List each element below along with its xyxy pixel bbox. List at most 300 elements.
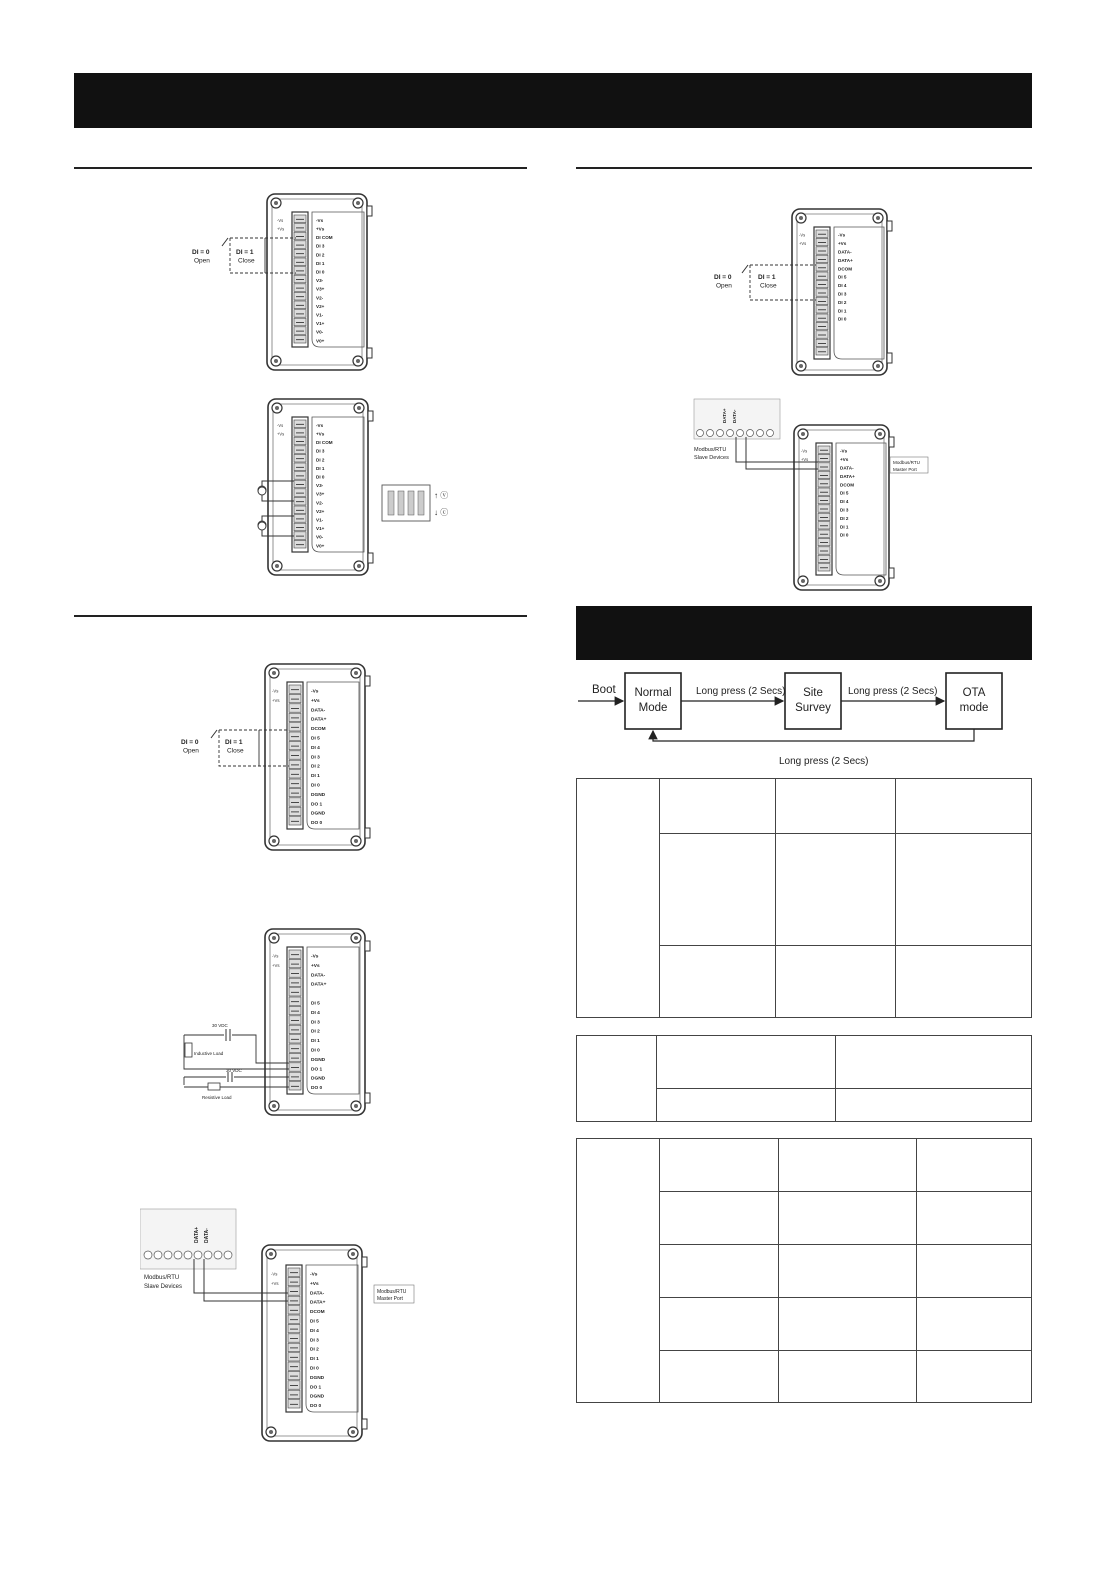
- di-close-sub: Close: [227, 747, 244, 755]
- di-close-label: DI = 1: [758, 274, 776, 281]
- slave-terminal: [224, 1251, 232, 1259]
- terminal-screw: [294, 318, 306, 326]
- terminal-screw: [288, 1353, 300, 1361]
- screw-center: [354, 839, 358, 843]
- terminal-screw: [294, 224, 306, 232]
- power-label: -Vs: [801, 448, 808, 454]
- modbus-slave-label: Modbus/RTU: [694, 447, 727, 453]
- terminal-label: DI 3: [311, 1020, 320, 1026]
- terminal-screw: [289, 997, 301, 1005]
- analog-input-wiring-diagram: [170, 190, 400, 380]
- long-press-label: Long press (2 Secs): [848, 686, 938, 697]
- terminal-label: +Vs: [311, 963, 320, 969]
- modbus-master-label: Master Port: [377, 1296, 403, 1302]
- slave-terminal: [737, 430, 744, 437]
- screw-center: [354, 671, 358, 675]
- terminal-screw: [818, 488, 830, 495]
- terminal-screw: [294, 480, 306, 488]
- voltage-mode-icon: ↑ ⓥ: [434, 491, 449, 500]
- terminal-screw: [289, 1082, 301, 1090]
- bus-data-label: DATA+: [722, 408, 727, 423]
- slave-terminal-strip: [140, 1209, 236, 1269]
- terminal-screw: [289, 741, 301, 749]
- dip-lever: [388, 491, 394, 515]
- terminal-label: DCOM: [840, 482, 855, 488]
- terminal-screw: [289, 959, 301, 967]
- boot-label: Boot: [592, 684, 616, 696]
- bus-data-label: DATA-: [204, 1228, 210, 1243]
- terminal-screw: [294, 284, 306, 292]
- terminal-screw: [818, 530, 830, 537]
- table-cell: [917, 1192, 1032, 1245]
- site-survey-label: Survey: [795, 702, 831, 714]
- terminal-label: DGND: [310, 1394, 325, 1400]
- terminal-label: DI 2: [316, 252, 325, 258]
- terminal-label: -Vs: [311, 954, 319, 960]
- screw-center: [356, 359, 360, 363]
- inductive-load-symbol: [185, 1043, 192, 1057]
- modbus-master-label: Modbus/RTU: [377, 1289, 407, 1295]
- slave-terminal: [174, 1251, 182, 1259]
- terminal-screw: [289, 770, 301, 778]
- slave-terminal: [214, 1251, 222, 1259]
- terminal-label: DATA+: [311, 982, 327, 988]
- table-cell: [657, 1036, 836, 1089]
- terminal-screw: [818, 522, 830, 529]
- terminal-screw: [816, 331, 828, 338]
- terminal-label: DI 5: [311, 1001, 320, 1007]
- di-close-label: DI = 1: [225, 739, 243, 746]
- power-label: -Vs: [272, 953, 279, 959]
- terminal-label: DI 0: [838, 316, 847, 322]
- terminal-label: DI 2: [840, 515, 849, 521]
- terminal-screw: [289, 969, 301, 977]
- terminal-label: DGND: [311, 811, 326, 817]
- table-cell: [660, 946, 776, 1018]
- terminal-screw: [289, 817, 301, 825]
- terminal-label: DATA-: [840, 465, 854, 471]
- terminal-label: V3-: [316, 483, 324, 489]
- terminal-label: V3-: [316, 278, 324, 284]
- terminal-screw: [818, 480, 830, 487]
- screw-center: [272, 839, 276, 843]
- terminal-screw: [818, 538, 830, 545]
- terminal-label: V2+: [316, 303, 325, 309]
- ota-mode-label: mode: [959, 702, 989, 714]
- mode-state-diagram: [576, 665, 1032, 770]
- terminal-label: DI 2: [838, 299, 847, 305]
- table-cell: [917, 1351, 1032, 1403]
- terminal-screw: [288, 1296, 300, 1304]
- terminal-screw: [816, 306, 828, 313]
- terminal-screw: [294, 310, 306, 318]
- terminal-screw: [289, 723, 301, 731]
- terminal-label: V3+: [316, 286, 325, 292]
- terminal-screw: [294, 241, 306, 249]
- terminal-label: DO 1: [311, 802, 323, 808]
- slave-terminal: [767, 430, 774, 437]
- terminal-screw: [818, 505, 830, 512]
- terminal-screw: [294, 275, 306, 283]
- dip-lever: [408, 491, 414, 515]
- terminal-label: V2-: [316, 500, 324, 506]
- table-cell: [917, 1245, 1032, 1298]
- di-open-sub: Open: [183, 747, 199, 755]
- return-arrow: [653, 729, 974, 741]
- di-close-sub: Close: [760, 282, 777, 290]
- terminal-label: DI 0: [840, 532, 849, 538]
- slave-terminal: [144, 1251, 152, 1259]
- table-cell: [660, 1245, 779, 1298]
- terminal-label: -Vs: [316, 217, 324, 223]
- terminal-screw: [288, 1390, 300, 1398]
- terminal-screw: [294, 437, 306, 445]
- voltage-source: [258, 522, 266, 530]
- mount-tab: [368, 411, 373, 421]
- terminal-label: DCOM: [311, 727, 326, 733]
- di-open-label: DI = 0: [181, 739, 199, 746]
- slave-terminal: [194, 1251, 202, 1259]
- terminal-label: DGND: [311, 1076, 326, 1082]
- table-cell: [779, 1298, 917, 1351]
- terminal-label: DI 1: [316, 465, 325, 471]
- terminal-label: V0+: [316, 543, 325, 549]
- terminal-screw: [289, 1072, 301, 1080]
- modbus-slave-label: Modbus/RTU: [144, 1275, 180, 1281]
- mount-tab: [367, 206, 372, 216]
- terminal-screw: [294, 532, 306, 540]
- terminal-label: DCOM: [838, 266, 853, 272]
- dip-lever: [398, 491, 404, 515]
- terminal-label: DATA+: [310, 1300, 326, 1306]
- terminal-label: V0-: [316, 534, 324, 540]
- table-cell: [577, 1139, 660, 1403]
- terminal-label: DCOM: [310, 1310, 325, 1316]
- table-cell: [660, 834, 776, 946]
- modbus-master-label: Master Port: [893, 467, 917, 472]
- terminal-screw: [294, 258, 306, 266]
- terminal-screw: [289, 760, 301, 768]
- terminal-screw: [294, 249, 306, 257]
- resistive-load-symbol: [208, 1083, 220, 1090]
- terminal-label: +Vs: [316, 431, 325, 437]
- slave-terminal: [184, 1251, 192, 1259]
- terminal-screw: [289, 704, 301, 712]
- switch-symbol: [222, 238, 228, 246]
- terminal-label: V1+: [316, 526, 325, 532]
- screw-center: [272, 1104, 276, 1108]
- terminal-label: V0-: [316, 329, 324, 335]
- terminal-label: DI 1: [310, 1357, 319, 1363]
- table-cell: [779, 1139, 917, 1192]
- mount-tab: [368, 553, 373, 563]
- table-cell: [657, 1089, 836, 1122]
- screw-center: [272, 936, 276, 940]
- screw-center: [272, 671, 276, 675]
- terminal-screw: [816, 322, 828, 329]
- mount-tab: [365, 676, 370, 686]
- terminal-label: DI 3: [840, 507, 849, 513]
- power-label: -Vs: [271, 1271, 278, 1277]
- terminal-label: DI 1: [838, 308, 847, 314]
- terminal-screw: [294, 327, 306, 335]
- terminal-screw: [294, 232, 306, 240]
- terminal-label: -Vs: [310, 1272, 318, 1278]
- terminal-label: DI 5: [838, 274, 847, 280]
- terminal-screw: [288, 1277, 300, 1285]
- normal-mode-box: [625, 673, 681, 729]
- terminal-screw: [294, 523, 306, 531]
- bus-data-label: DATA-: [732, 409, 737, 423]
- terminal-screw: [816, 297, 828, 304]
- terminal-screw: [818, 555, 830, 562]
- terminal-screw: [294, 215, 306, 223]
- terminal-screw: [816, 255, 828, 262]
- slave-terminal: [164, 1251, 172, 1259]
- ota-mode-label: OTA: [962, 687, 986, 699]
- modbus-wiring-diagram-left: [140, 1205, 420, 1445]
- terminal-screw: [288, 1371, 300, 1379]
- slave-terminal: [757, 430, 764, 437]
- screw-center: [799, 364, 803, 368]
- terminal-label: DI 1: [840, 524, 849, 530]
- digital-output-load-wiring-diagram: [170, 925, 400, 1120]
- table-cell: [779, 1192, 917, 1245]
- vdc-label: 30 VDC: [212, 1023, 228, 1028]
- terminal-label: DI 0: [316, 269, 325, 275]
- terminal-label: DI 3: [838, 291, 847, 297]
- dip-lever: [418, 491, 424, 515]
- di-open-label: DI = 0: [714, 274, 732, 281]
- terminal-label: DATA+: [311, 717, 327, 723]
- led-table-2: [576, 1035, 1032, 1122]
- terminal-label: DATA+: [838, 257, 853, 263]
- terminal-label: DI 4: [840, 499, 849, 505]
- terminal-screw: [294, 429, 306, 437]
- screw-center: [275, 406, 279, 410]
- long-press-label: Long press (2 Secs): [696, 686, 786, 697]
- di-close-sub: Close: [238, 257, 255, 265]
- power-label: -Vs: [799, 232, 806, 238]
- table-cell: [896, 834, 1032, 946]
- table-cell: [660, 1351, 779, 1403]
- switch-symbol: [211, 730, 217, 738]
- table-cell: [660, 779, 776, 834]
- terminal-screw: [818, 564, 830, 571]
- terminal-label: DI 2: [316, 457, 325, 463]
- terminal-screw: [816, 339, 828, 346]
- di-close-label: DI = 1: [236, 249, 254, 256]
- terminal-screw: [288, 1324, 300, 1332]
- header-banner: [74, 73, 1032, 128]
- terminal-label: DGND: [311, 1057, 326, 1063]
- screw-center: [357, 406, 361, 410]
- screw-center: [878, 432, 882, 436]
- led-section-banner: [576, 606, 1032, 660]
- slave-terminal: [717, 430, 724, 437]
- terminal-screw: [289, 978, 301, 986]
- terminal-screw: [294, 446, 306, 454]
- site-survey-box: [785, 673, 841, 729]
- screw-center: [274, 201, 278, 205]
- di-open-label: DI = 0: [192, 249, 210, 256]
- terminal-screw: [818, 496, 830, 503]
- terminal-label: DI 4: [310, 1328, 319, 1334]
- terminal-screw: [289, 1044, 301, 1052]
- modbus-slave-label: Slave Devices: [144, 1284, 183, 1290]
- screw-center: [354, 936, 358, 940]
- screw-center: [801, 432, 805, 436]
- terminal-label: DI COM: [316, 235, 333, 241]
- power-label: -Vs: [272, 688, 279, 694]
- terminal-label: DI 0: [310, 1366, 319, 1372]
- table-cell: [896, 779, 1032, 834]
- led-table-3: [576, 1138, 1032, 1403]
- table-cell: [660, 1139, 779, 1192]
- terminal-screw: [294, 292, 306, 300]
- digital-io-wiring-diagram: [175, 660, 395, 855]
- resistive-load-label: Resistive Load: [202, 1095, 232, 1100]
- terminal-screw: [289, 798, 301, 806]
- terminal-label: DI 4: [311, 745, 320, 751]
- terminal-label: DI 5: [310, 1319, 319, 1325]
- terminal-label: DO 1: [310, 1385, 322, 1391]
- terminal-screw: [816, 238, 828, 245]
- terminal-label: DI 1: [311, 1039, 320, 1045]
- terminal-screw: [289, 788, 301, 796]
- terminal-label: V1-: [316, 517, 324, 523]
- terminal-screw: [289, 950, 301, 958]
- table-cell: [660, 1192, 779, 1245]
- analog-input-voltage-wiring-diagram: [240, 395, 470, 585]
- terminal-label: DATA+: [840, 473, 855, 479]
- terminal-label: DI 3: [316, 243, 325, 249]
- screw-center: [356, 201, 360, 205]
- table-cell: [896, 946, 1032, 1018]
- terminal-label: DI 4: [838, 283, 847, 289]
- screw-center: [876, 364, 880, 368]
- terminal-label: DI 2: [311, 1029, 320, 1035]
- terminal-screw: [816, 264, 828, 271]
- terminal-screw: [288, 1400, 300, 1408]
- mount-tab: [367, 348, 372, 358]
- mount-tab: [365, 1093, 370, 1103]
- terminal-label: DO 0: [311, 1086, 323, 1092]
- terminal-label: DI 5: [840, 490, 849, 496]
- table-cell: [776, 779, 896, 834]
- power-label: -Vs: [277, 217, 284, 223]
- terminal-screw: [294, 420, 306, 428]
- di-open-sub: Open: [716, 282, 732, 290]
- table-cell: [577, 1036, 657, 1122]
- slave-terminal: [204, 1251, 212, 1259]
- section-rule-digital-input: [576, 167, 1032, 169]
- slave-terminal: [747, 430, 754, 437]
- terminal-screw: [818, 463, 830, 470]
- bus-data-label: DATA+: [194, 1226, 200, 1243]
- terminal-screw: [294, 506, 306, 514]
- terminal-screw: [288, 1334, 300, 1342]
- terminal-screw: [289, 685, 301, 693]
- screw-center: [876, 216, 880, 220]
- terminal-label: DATA-: [311, 973, 326, 979]
- terminal-label: V1-: [316, 312, 324, 318]
- terminal-label: DGND: [310, 1375, 325, 1381]
- terminal-label: DI 3: [311, 755, 320, 761]
- terminal-screw: [294, 497, 306, 505]
- terminal-label: +Vs: [311, 698, 320, 704]
- terminal-screw: [818, 446, 830, 453]
- terminal-screw: [294, 301, 306, 309]
- terminal-screw: [288, 1268, 300, 1276]
- terminal-screw: [294, 540, 306, 548]
- terminal-screw: [816, 272, 828, 279]
- terminal-screw: [288, 1306, 300, 1314]
- terminal-screw: [816, 289, 828, 296]
- screw-center: [799, 216, 803, 220]
- screw-center: [354, 1104, 358, 1108]
- mount-tab: [887, 221, 892, 231]
- section-rule-digital-io: [74, 615, 527, 617]
- digital-input-wiring-diagram: [700, 205, 900, 385]
- terminal-screw: [289, 807, 301, 815]
- terminal-label: V2+: [316, 508, 325, 514]
- terminal-label: DO 0: [310, 1404, 322, 1410]
- screw-center: [801, 579, 805, 583]
- power-label: +Vs: [272, 697, 280, 703]
- terminal-label: DI 0: [316, 474, 325, 480]
- terminal-label: DGND: [311, 792, 326, 798]
- terminal-screw: [818, 454, 830, 461]
- di-open-sub: Open: [194, 257, 210, 265]
- terminal-screw: [818, 547, 830, 554]
- mount-tab: [887, 353, 892, 363]
- terminal-screw: [289, 694, 301, 702]
- terminal-label: DATA-: [838, 249, 852, 255]
- ota-mode-box: [946, 673, 1002, 729]
- table-cell: [917, 1298, 1032, 1351]
- terminal-screw: [289, 732, 301, 740]
- terminal-screw: [294, 454, 306, 462]
- terminal-screw: [288, 1315, 300, 1323]
- table-cell: [836, 1036, 1032, 1089]
- section-rule-analog-input: [74, 167, 527, 169]
- terminal-label: DI 2: [310, 1347, 319, 1353]
- power-label: +Vs: [277, 226, 285, 232]
- voltage-source: [258, 487, 266, 495]
- terminal-label: DI 0: [311, 783, 320, 789]
- terminal-screw: [289, 1006, 301, 1014]
- terminal-screw: [816, 280, 828, 287]
- mount-tab: [889, 437, 894, 447]
- power-label: +Vs: [277, 431, 285, 437]
- terminal-label: V3+: [316, 491, 325, 497]
- terminal-label: DI COM: [316, 440, 333, 446]
- terminal-label: V1+: [316, 321, 325, 327]
- terminal-label: -Vs: [311, 689, 319, 695]
- terminal-label: DI 5: [311, 736, 320, 742]
- terminal-screw: [289, 1025, 301, 1033]
- slave-terminal: [707, 430, 714, 437]
- terminal-screw: [289, 988, 301, 996]
- site-survey-label: Site: [803, 687, 823, 699]
- terminal-label: V2-: [316, 295, 324, 301]
- normal-mode-label: Normal: [634, 687, 672, 699]
- terminal-screw: [816, 314, 828, 321]
- terminal-screw: [294, 335, 306, 343]
- power-label: +Vs: [271, 1280, 279, 1286]
- mount-tab: [362, 1257, 367, 1267]
